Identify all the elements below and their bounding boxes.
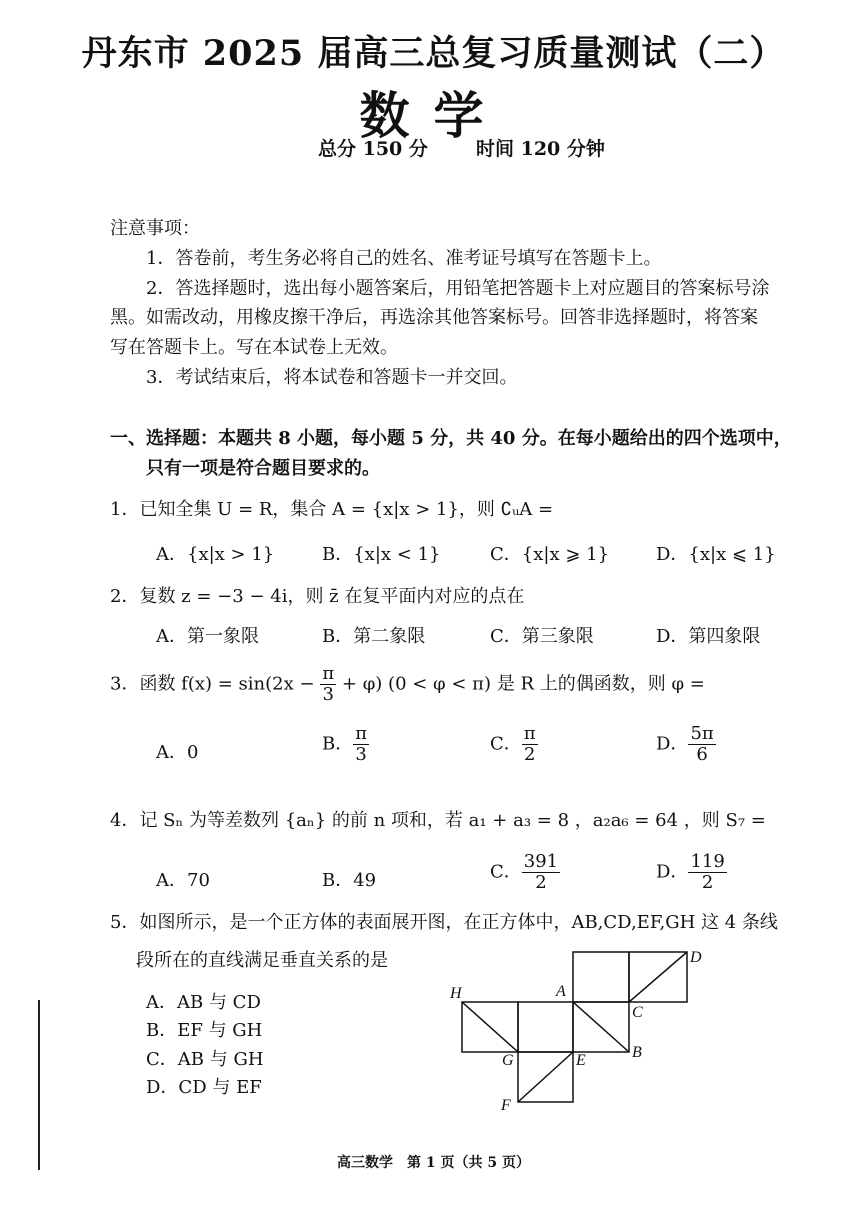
label-b: B [632,1044,642,1061]
label-f: F [501,1097,511,1114]
label-e: E [576,1052,586,1069]
notes-heading: 注意事项： [110,218,200,239]
q1-option-b: B．{x|x < 1} [322,544,441,565]
segment-ab [573,1002,629,1052]
label-a: A [556,983,566,1000]
q4-stem: 4．记 Sₙ 为等差数列 {aₙ} 的前 n 项和，若 a₁ + a₃ = 8 ，a₂a₆ = 64 ，则 S₇ = [110,810,766,831]
q5-option-a: A．AB 与 CD [146,992,261,1013]
segment-gh [462,1002,518,1052]
q3-option-a: A．0 [156,742,199,763]
q5-option-d: D．CD 与 EF [146,1077,262,1098]
segment-ef [518,1052,573,1102]
q2-option-c: C．第三象限 [490,626,594,647]
section1-line2: 只有一项是符合题目要求的。 [146,458,380,479]
q4-option-a: A．70 [156,870,210,891]
net-face-mid-2 [518,1002,573,1052]
label-c: C [632,1004,643,1021]
cube-net-diagram [440,940,720,1120]
total-score: 总分 150 分 [318,138,428,160]
margin-line [38,1000,40,1170]
label-h: H [450,985,462,1002]
notes-item-2-line3: 写在答题卡上。写在本试卷上无效。 [110,337,398,358]
q5-line2: 段所在的直线满足垂直关系的是 [136,950,388,971]
q3-option-c: C． $\frac{\pi}{2}$ [490,723,536,765]
net-face-top-1 [573,952,629,1002]
q3-option-b: B． $\frac{\pi}{3}$ [322,723,368,765]
q1-option-c: C．{x|x ⩾ 1} [490,544,610,565]
notes-item-2-line1: 2．答选择题时，选出每小题答案后，用铅笔把答题卡上对应题目的答案标号涂 [146,278,770,299]
subject-title: 数学 [359,86,508,145]
q3-stem-fraction: $\frac{\pi}{3}$ [322,663,335,705]
page-footer: 高三数学 第 1 页（共 5 页） [337,1155,530,1171]
notes-item-3: 3．考试结束后，将本试卷和答题卡一并交回。 [146,367,518,388]
q5-option-c: C．AB 与 GH [146,1049,264,1070]
exam-time: 时间 120 分钟 [476,138,605,160]
section1-line1: 一、选择题：本题共 8 小题，每小题 5 分，共 40 分。在每小题给出的四个选项中， [110,428,792,449]
q4-option-d: D． $\frac{119}{2}$ [656,851,725,893]
notes-item-1: 1．答卷前，考生务必将自己的姓名、准考证号填写在答题卡上。 [146,248,662,269]
q2-option-b: B．第二象限 [322,626,426,647]
notes-item-2-line2: 黑。如需改动，用橡皮擦干净后，再选涂其他答案标号。回答非选择题时，将答案 [110,307,758,328]
q4-option-c: C． $\frac{391}{2}$ [490,851,559,893]
q3-stem [110,664,705,705]
q3-stem-post: + φ) (0 < φ < π) 是 R 上的偶函数，则 φ = [341,673,705,695]
segment-cd [629,952,687,1002]
q2-option-a: A．第一象限 [156,626,259,647]
q4-option-b: B．49 [322,870,377,891]
q1-option-d: D．{x|x ⩽ 1} [656,544,776,565]
label-d: D [690,949,702,966]
q2-option-d: D．第四象限 [656,626,761,647]
q1-option-a: A．{x|x > 1} [156,544,275,565]
q1-stem: 1．已知全集 U = R，集合 A = {x|x > 1}，则 ∁ᵤA = [110,499,554,520]
q3-option-d: D． $\frac{5\pi}{6}$ [656,723,714,765]
label-g: G [502,1052,514,1069]
q5-option-b: B．EF 与 GH [146,1020,263,1041]
q3-stem-pre: 3．函数 f(x) = sin(2x − [110,673,315,695]
q2-stem: 2．复数 z = −3 − 4i，则 z̄ 在复平面内对应的点在 [110,586,525,607]
q5-line1: 5．如图所示，是一个正方体的表面展开图，在正方体中，AB,CD,EF,GH 这 4 条线 [110,912,778,933]
exam-title: 丹东市 2025 届高三总复习质量测试（二） [81,33,786,74]
